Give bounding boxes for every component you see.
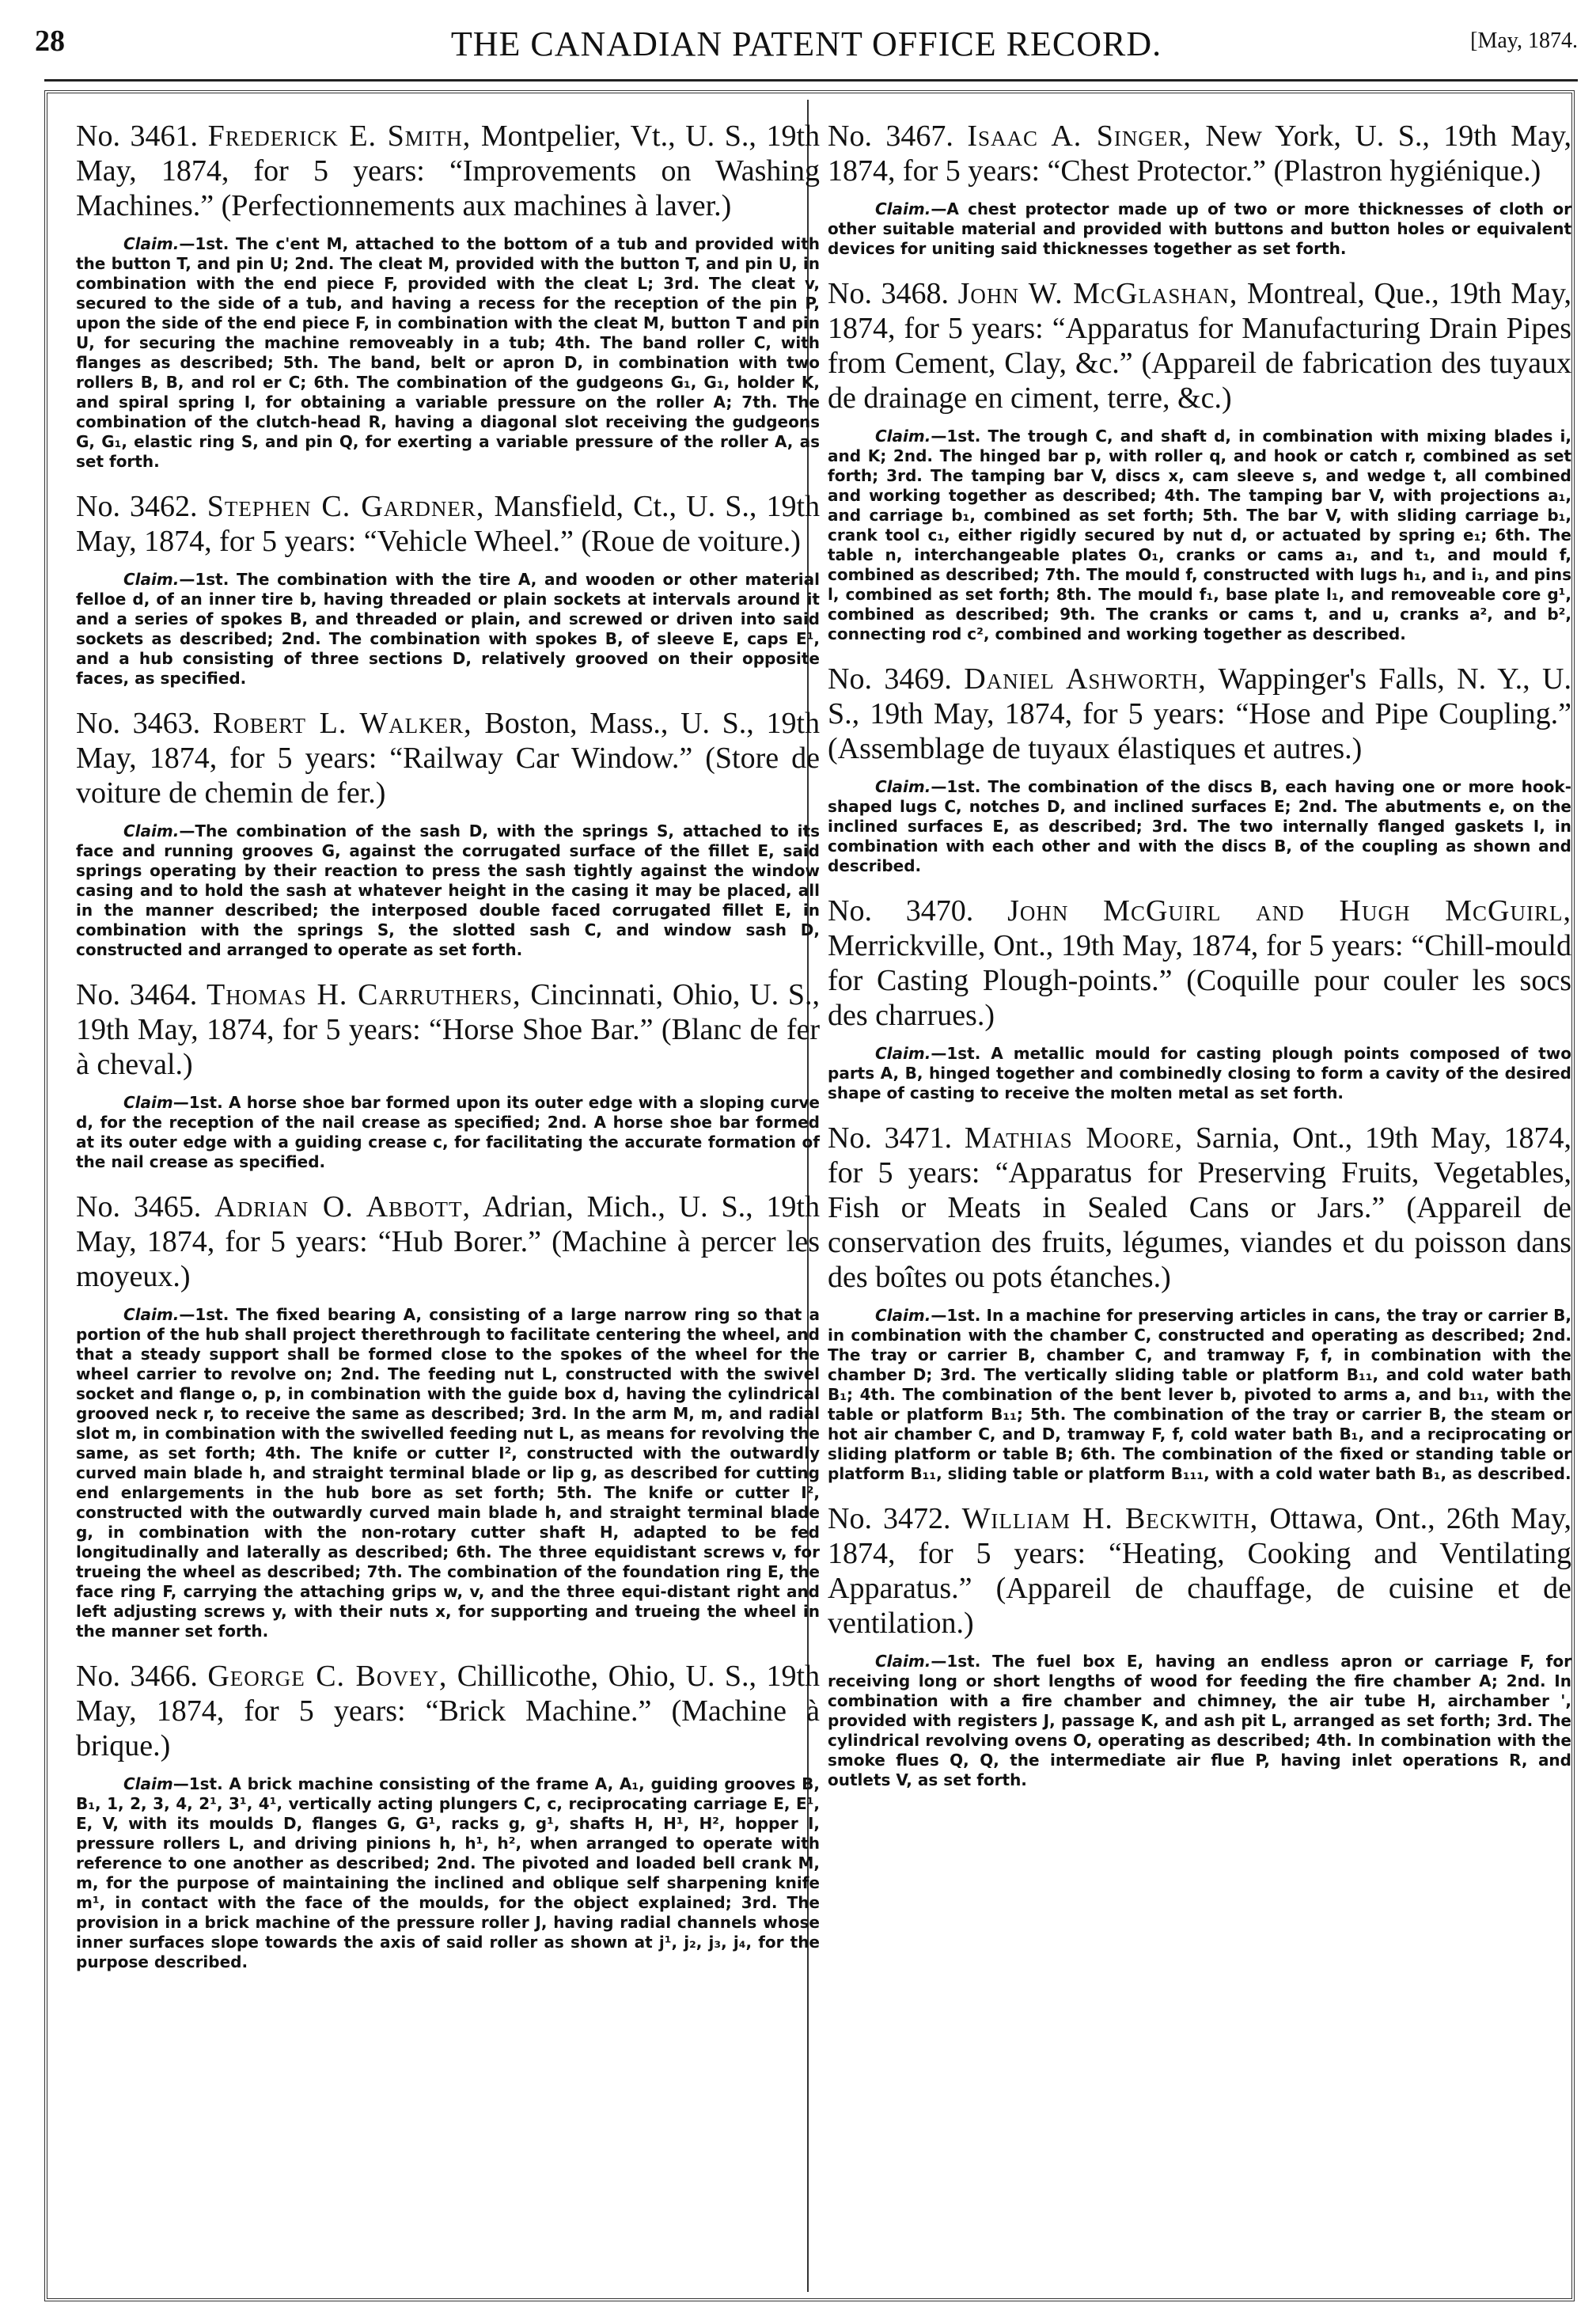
patent-claim [76, 1774, 820, 1972]
claim-label: Claim. [123, 570, 180, 589]
patent-heading [76, 489, 820, 559]
claim-label: Claim. [875, 199, 931, 218]
claim-text: —1st. A horse shoe bar formed upon its outer edge with a sloping curve d, for the reception of the nail crease as specified; 2nd. A horse shoe bar formed at its outer edge with a guiding crease c, for facilitating the accurate formation of the nail crease as specified. [76, 1093, 820, 1171]
patent-details: Sarnia, Ont., 19th May, 1874, for 5 years: “Apparatus for Preserving Fruits, Vegetables, Fish or Meats in Sealed Cans or Jars.” (Appareil de conservation des fruits, légumes, viandes et du poisson dans des boîtes ou pots étanches.) [828, 1121, 1572, 1294]
patent-heading [76, 1189, 820, 1294]
patent-entry [76, 1659, 820, 1972]
patent-claim [828, 427, 1571, 644]
patent-entry [828, 119, 1571, 259]
patent-details: Montpelier, Vt., U. S., 19th May, 1874, for 5 years: “Improvements on Washing Machines.” (Perfectionnements aux machines à laver.) [76, 120, 820, 222]
patent-entry [76, 977, 820, 1172]
patent-claim [828, 1306, 1571, 1484]
claim-text: —1st. In a machine for preserving articles in cans, the tray or carrier B, in combination with the chamber C, constructed and operating as described; 2nd. The tray or carrier B, chamber C, and tramway F, f, in combination with the chamber D; 3rd. The vertically sliding table or platform B₁₁, and cold water bath B₁; 4th. The combination of the bent lever b, pivoted to arms a, and b₁₁, with the table or platform B₁₁; 5th. The combination of the tray or carrier B, the steam or hot air chamber C, and D, tramway F, f, cold water bath B₁, and a reciprocating or sliding platform or table B; 6th. The combination of the fixed or standing table or platform B₁₁, sliding table or platform B₁₁₁, with a cold water bath B₁, as described. [828, 1306, 1571, 1483]
patent-number: No. 3471. [828, 1121, 953, 1155]
patent-number: No. 3463. [76, 707, 201, 740]
header-rule [44, 79, 1578, 82]
patent-claim [828, 199, 1571, 259]
patent-number: No. 3470. [828, 894, 974, 928]
patent-claim [828, 1044, 1571, 1103]
left-column [76, 119, 820, 1990]
patent-details: Wappinger's Falls, N. Y., U. S., 19th May, 1874, for 5 years: “Hose and Pipe Coupling.” (Assemblage de tuyaux élastiques et autres.) [828, 662, 1571, 765]
patent-heading [828, 119, 1571, 188]
patent-details: Montreal, Que., 19th May, 1874, for 5 years: “Apparatus for Manufacturing Drain Pipes from Cement, Clay, &c.” (Appareil de fabrication des tuyaux de drainage en ciment, terre, &c.) [828, 277, 1572, 415]
patent-heading [828, 1121, 1571, 1295]
claim-label: Claim. [875, 1306, 931, 1325]
patent-claim [76, 234, 820, 472]
patent-number: No. 3464. [76, 978, 198, 1011]
patent-number: No. 3468. [828, 277, 950, 310]
patentee-name: Frederick E. Smith, [207, 120, 472, 153]
patent-entry [828, 662, 1571, 876]
patent-entry [76, 706, 820, 960]
patent-claim [76, 821, 820, 960]
patentee-name: William H. Beckwith, [961, 1502, 1259, 1535]
patent-heading [76, 977, 820, 1082]
patentee-name: John McGuirl and Hugh McGuirl, [1007, 894, 1571, 928]
claim-label: Claim. [875, 427, 931, 446]
patentee-name: Adrian O. Abbott, [214, 1190, 472, 1224]
page-number: 28 [35, 25, 65, 58]
patent-number: No. 3465. [76, 1190, 202, 1224]
patent-claim [828, 777, 1571, 876]
patent-details: New York, U. S., 19th May, 1874, for 5 years: “Chest Protector.” (Plastron hygiénique.) [828, 120, 1571, 188]
claim-text: —A chest protector made up of two or more thicknesses of cloth or other suitable material and provided with buttons and button holes or equivalent devices for uniting said thicknesses together as set forth. [828, 199, 1571, 258]
patent-entry [76, 1189, 820, 1641]
claim-text: —1st. The fuel box E, having an endless apron or carriage F, for receiving long or short lengths of wood for feeding the fire chamber A; 2nd. In combination with a fire chamber and chimney, the air tube H, airchamber ', provided with registers J, passage K, and ash pit L, arranged as set forth; 3rd. The cylindrical revolving ovens O, operating as described; 4th. In combination with the smoke flues Q, Q, the intermediate air flue P, having inlet operations R, and outlets V, as set forth. [828, 1652, 1571, 1789]
patent-details: Chillicothe, Ohio, U. S., 19th May, 1874, for 5 years: “Brick Machine.” (Machine à brique.) [76, 1660, 821, 1762]
page-title: THE CANADIAN PATENT OFFICE RECORD. [450, 25, 1162, 63]
page-header [35, 24, 1578, 68]
claim-label: Claim. [875, 1652, 931, 1671]
claim-text: —1st. The combination of the discs B, each having one or more hook-shaped lugs C, notches D, and inclined surfaces E; 2nd. The abutments e, on the inclined surfaces E, as described; 3rd. The two internally flanged gaskets I, in combination with each other and with the discs B, of the coupling as shown and described. [828, 777, 1571, 875]
patentee-name: Robert L. Walker, [212, 707, 472, 740]
claim-label: Claim. [123, 821, 180, 840]
patent-heading [76, 119, 820, 223]
patent-heading [828, 276, 1571, 415]
claim-text: —1st. The trough C, and shaft d, in combination with mixing blades i, and K; 2nd. The hinged bar p, with roller q, and hook or catch r, combined as set forth; 3rd. The tamping bar V, discs x, cam sleeve s, and wedge t, all combined and working together as described; 4th. The tamping bar V, with projections a₁, and carriage b₁, combined as set forth; 5th. The bar V, with sliding carriage b₁, crank tool c₁, either rigidly secured by nut d, or actuated by spring e₁; 6th. The table n, interchangeable plates O₁, cranks or cams a₁, and t₁, and mould f, combined as described; 7th. The mould f, constructed with lugs h₁, and i₁, and pins l, combined as set forth; 8th. The mould f₁, base plate l₁, and removeable core g¹, combined as described; 9th. The cranks or cams t, and u, cranks a², and b², connecting rod c², combined and working together as described. [828, 427, 1571, 643]
patent-number: No. 3467. [828, 120, 953, 153]
patent-entry [76, 119, 820, 472]
patent-details: Ottawa, Ont., 26th May, 1874, for 5 years: “Heating, Cooking and Ventilating Apparatus.” (Appareil de chauffage, de cuisine et de ventilation.) [828, 1502, 1571, 1640]
patent-claim [76, 1305, 820, 1641]
patentee-name: Isaac A. Singer, [967, 120, 1192, 153]
claim-label: Claim [123, 1774, 173, 1793]
patent-number: No. 3472. [828, 1502, 951, 1535]
claim-label: Claim. [123, 234, 180, 253]
patent-entry [828, 276, 1571, 644]
patent-claim [76, 1093, 820, 1172]
claim-text: —1st. A brick machine consisting of the frame A, A₁, guiding grooves B, B₁, 1, 2, 3, 4, 2¹, 3¹, 4¹, vertically acting plungers C, c, reciprocating carriage E, E¹, E, V, with its moulds D, flanges G, G¹, racks g, g¹, shafts H, H¹, H², hopper I, pressure rollers L, and driving pinions h, h¹, h², when arranged to operate with reference to one another as described; 2nd. The pivoted and loaded bell crank M, m, for the purpose of maintaining the inclined and oblique self sharpening knife m¹, in contact with the face of the moulds, for the object explained; 3rd. The provision in a brick machine of the pressure roller J, having radial channels whose inner surfaces slope towards the axis of said roller as shown at j¹, j₂, j₃, j₄, for the purpose described. [76, 1774, 820, 1971]
claim-text: —1st. The fixed bearing A, consisting of a large narrow ring so that a portion of the hub shall project therethrough to facilitate centering the wheel, and that a steady support shall be formed close to the spokes of the wheel for the wheel carrier to revolve on; 2nd. The feeding nut L, constructed with the swivel socket and flange o, p, in combination with the guide box d, having the cylindrical grooved neck r, to receive the same as described; 3rd. In the arm M, m, and radial slot m, in combination with the swivelled feeding nut L, as means for revolving the same, as set forth; 4th. The knife or cutter I², constructed with the outwardly curved main blade h, and straight terminal blade or lip g, as described for cutting end enlargements in the hub bore as set forth; 5th. The knife or cutter I², constructed with the outwardly curved main blade h, and straight terminal blade g, in combination with the non-rotary cutter shaft H, adapted to be fed longitudinally and laterally as described; 6th. The three equidistant screws v, for trueing the wheel as described; 7th. The combination of the foundation ring E, the face ring F, carrying the attaching grips w, v, and the three equi-distant right and left adjusting screws y, with their nuts x, for supporting and trueing the wheel in the manner set forth. [76, 1305, 820, 1641]
patent-number: No. 3462. [76, 490, 198, 523]
patentee-name: Daniel Ashworth, [964, 662, 1207, 696]
patent-number: No. 3466. [76, 1660, 198, 1693]
patent-details: Cincinnati, Ohio, U. S., 19th May, 1874, for 5 years: “Horse Shoe Bar.” (Blanc de fer à cheval.) [76, 978, 821, 1081]
patent-entry [828, 1501, 1571, 1790]
patent-heading [828, 894, 1571, 1033]
patentee-name: Thomas H. Carruthers, [206, 978, 521, 1011]
patent-entry [76, 489, 820, 689]
patent-details: Merrickville, Ont., 19th May, 1874, for 5 years: “Chill-mould for Casting Plough-points.” (Coquille pour couler les socs des charrues.) [828, 929, 1571, 1032]
claim-label: Claim. [875, 1044, 931, 1063]
patentee-name: George C. Bovey, [207, 1660, 448, 1693]
patent-number: No. 3469. [828, 662, 952, 696]
patentee-name: John W. McGlashan, [957, 277, 1238, 310]
right-column [828, 119, 1571, 1808]
patent-entry [828, 1121, 1571, 1484]
claim-label: Claim. [875, 777, 931, 796]
claim-label: Claim [123, 1093, 173, 1112]
patent-heading [76, 706, 820, 810]
issue-date: [May, 1874. [1470, 28, 1578, 53]
patent-claim [828, 1652, 1571, 1790]
patent-heading [828, 1501, 1571, 1641]
patent-details: Boston, Mass., U. S., 19th May, 1874, for 5 years: “Railway Car Window.” (Store de voiture de chemin de fer.) [76, 707, 821, 810]
claim-text: —1st. The combination with the tire A, and wooden or other material felloe d, of an inner tire b, having threaded or plain sockets at intervals around it and a series of spokes B, and threaded or plain, and screwed or driven into said sockets as described; 2nd. The combination with spokes B, of sleeve E, caps E¹, and a hub consisting of three sections D, relatively grooved on their opposite faces, as specified. [76, 570, 820, 688]
claim-label: Claim. [123, 1305, 180, 1324]
patent-heading [828, 662, 1571, 766]
patentee-name: Stephen C. Gardner, [207, 490, 485, 523]
patentee-name: Mathias Moore, [964, 1121, 1184, 1155]
patent-heading [76, 1659, 820, 1763]
patent-details: Mansfield, Ct., U. S., 19th May, 1874, for 5 years: “Vehicle Wheel.” (Roue de voiture.) [76, 490, 821, 558]
claim-text: —The combination of the sash D, with the springs S, attached to its face and running grooves G, against the corrugated surface of the fillet E, said springs operating by their reaction to press the sash tightly against the window casing and to hold the sash at whatever height in the casing it may be placed, all in the manner described; the interposed double faced corrugated fillet E, in combination with the springs S, the slotted sash C, and window sash D, constructed and arranged to operate as set forth. [76, 821, 820, 959]
patent-entry [828, 894, 1571, 1103]
patent-details: Adrian, Mich., U. S., 19th May, 1874, for 5 years: “Hub Borer.” (Machine à percer les moyeux.) [76, 1190, 820, 1293]
claim-text: —1st. The c'ent M, attached to the bottom of a tub and provided with the button T, and pin U; 2nd. The cleat M, provided with the button T, and pin U, in combination with the end piece F, provided with the cleat L; 3rd. The cleat v, secured to the side of a tub, and having a recess for the reception of the pin P, upon the side of the end piece F, in combination with the cleat M, button T and pin U, for securing the machine removeably in a tub; 4th. The band roller C, with flanges as described; 5th. The band, belt or apron D, in combination with two rollers B, B, and rol er C; 6th. The combination of the gudgeons G₁, G₁, holder K, and spiral spring I, for obtaining a variable pressure on the roller A; 7th. The combination of the clutch-head R, having a diagonal slot receiving the gudgeons G, G₁, elastic ring S, and pin Q, for exerting a variable pressure of the roller A, as set forth. [76, 234, 820, 471]
patent-number: No. 3461. [76, 120, 199, 153]
claim-text: —1st. A metallic mould for casting plough points composed of two parts A, B, hinged together and combinedly closing to form a cavity of the desired shape of casting to receive the molten metal as set forth. [828, 1044, 1571, 1102]
patent-claim [76, 570, 820, 689]
